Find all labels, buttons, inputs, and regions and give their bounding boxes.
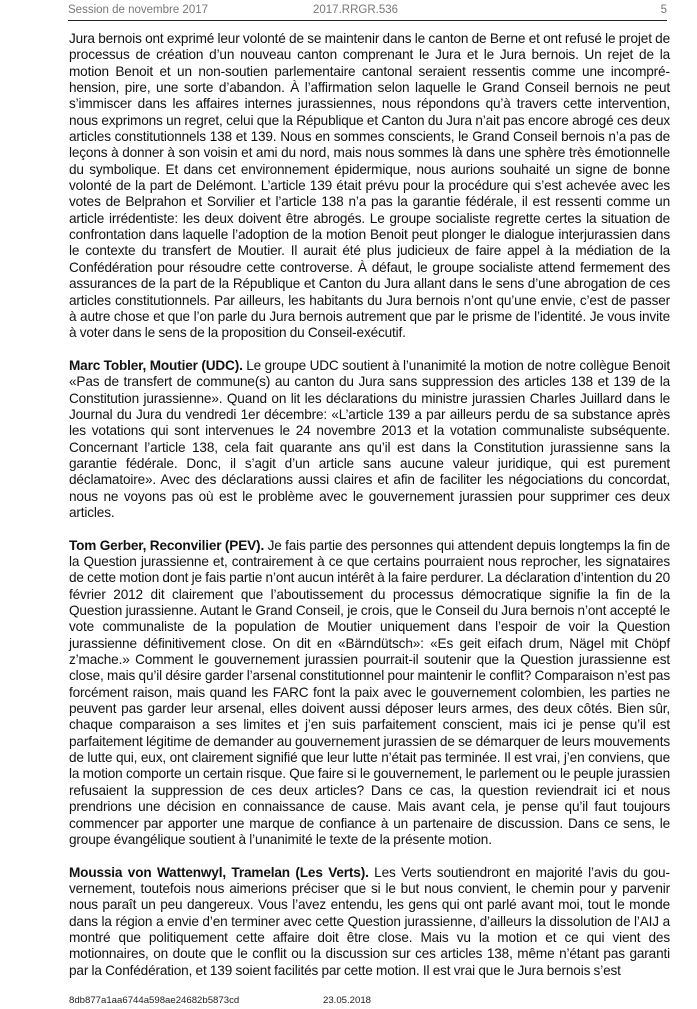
page-footer [69, 995, 669, 1009]
speaker-name: Tom Gerber, Reconvilier (PEV). [69, 537, 265, 553]
document-hash: 8db877a1aa6744a598ae24682b5873cd [69, 995, 240, 1007]
paragraph-statement [69, 865, 670, 979]
paragraph-text: Je fais partie des personnes qui attendent depuis longtemps la fin de la Question jurassienne et, contrairement à ce que certains pourraient nous reprocher, les signataires de cette motion dont je fais partie n’ont aucun intérêt à la faire perdurer. La déclaration d’intention du 20 février 2012 dit clairement que l’aboutissement du processus démocratique signifie la fin de la Question jurassienne. Autant le Grand Conseil, je crois, que le Conseil du Jura bernois n’ont accepté le vote communaliste de la population de Moutier uniquement dans l’espoir de voir la Question jurassienne définitivement close. On dit en «Bärndütsch»: «Es geit eifach drum, Nägel mit Chöpf z’mache.» Comment le gouvernement jurassien pourrait-il soutenir que la Question jurassienne est close, mais qu’il désire garder l’arsenal constitutionnel pour maintenir le conflit? Comparaison n’est pas forcément raison, mais quand les FARC font la paix avec le gouvernement colombien, les parties ne peuvent pas garder leur arsenal, elles doivent aussi déposer leurs armes, des deux côtés. Bien sûr, chaque comparaison a ses limites et j’en suis parfaitement conscient, mais ici je pense qu’il est parfaitement légitime de demander au gouvernement jurassien de se démarquer de leurs mouvements de lutte qui, eux, ont clairement signifié que leur lutte n’était pas terminée. Il est vrai, j’en conviens, que la motion comporte un certain risque. Que faire si le gouvernement, le parlement ou le peuple jurassien refusaient la suppression de ces deux articles? Dans ce cas, la question reviendrait ici et nous prendrions une décision en connaissance de cause. Mais avant cela, je pense qu’il faut toujours commencer par apporter une marque de confiance à un partenaire de discussion. Dans ce sens, le groupe évangélique soutient à l’unanimité le texte de la présente motion. [69, 537, 670, 847]
paragraph-text: Les Verts soutiendront en majorité l’avis du gouvernement, toutefois nous aimerions préciser que si le but nous convient, le chemin pour y parvenir nous paraît un peu dangereux. Vous l’avez entendu, les gens qui ont parlé avant moi, tout le monde dans la région a envie d’en terminer avec cette Question jurassienne, d’ailleurs la dissolution de l’AIJ a montré que politiquement cette affaire doit être close. Mais vu la motion et ce qui vient des motionnaires, on doute que le conflit ou la discussion sur ces articles 138, même n’étant pas garanti par la Confédération, et 139 soient facilités par cette motion. Il est vrai que le Jura bernois s’est [69, 864, 670, 978]
paragraph-continuation [69, 31, 670, 342]
document-body [69, 31, 670, 979]
speaker-name: Moussia von Wattenwyl, Tramelan (Les Verts). [69, 864, 369, 880]
session-label: Session de novembre 2017 [68, 4, 209, 16]
speaker-name: Marc Tobler, Moutier (UDC). [69, 357, 243, 373]
paragraph-statement [69, 358, 670, 521]
paragraph-statement [69, 538, 670, 849]
paragraph-text: Jura bernois ont exprimé leur volonté de se maintenir dans le canton de Berne et ont refusé le projet de processus de création d’un nouveau canton comprenant le Jura et le Jura bernois. Un rejet de la motion Benoit et un non-soutien parlementaire cantonal seraient ressentis comme une incompréhension, pire, une sorte d’abandon. À l’affirmation selon laquelle le Grand Conseil bernois ne peut s’immiscer dans les affaires internes jurassiennes, nous répondons qu’à travers cette intervention, nous exprimons un regret, celui que la République et Canton du Jura n’ait pas encore abrogé ces deux articles constitutionnels 138 et 139. Nous en sommes conscients, le Grand Conseil bernois n’a pas de leçons à donner à son voisin et ami du nord, mais nous sommes là dans une sphère très émotionnelle du symbolique. Et dans cet environnement épidermique, nous aurions souhaité un signe de bonne volonté de la part de Delémont. L’article 139 était prévu pour la procédure qui s’est achevée avec les votes de Belprahon et Sorvilier et l’article 138 n’a pas la garantie fédérale, il est ressenti comme un article irrédentiste: les deux doivent être abrogés. Le groupe socialiste regrette certes la situation de confrontation dans laquelle l’adoption de la motion Benoit peut plonger le dialogue interjurassien dans le contexte du transfert de Moutier. Il aurait été plus judicieux de faire appel à la médiation de la Confédération pour résoudre cette controverse. À défaut, le groupe socialiste attend fermement des assurances de la part de la République et Canton du Jura allant dans le sens d’une abrogation de ces articles constitutionnels. Par ailleurs, les habitants du Jura bernois n’ont qu’une envie, c’est de passer à autre chose et que l’on parle du Jura bernois autrement que par le prisme de l’identité. Je vous invite à voter dans le sens de la proposition du Conseil-exécutif. [69, 31, 670, 341]
paragraph-text: Le groupe UDC soutient à l’unanimité la motion de notre collègue Benoit «Pas de transfert de commune(s) au canton du Jura sans suppression des articles 138 et 139 de la Constitution jurassienne». Quand on lit les déclarations du ministre jurassien Charles Juillard dans le Journal du Jura du vendredi 1er décembre: «L’article 139 a par ailleurs perdu de sa substance après les votations qui sont intervenues le 24 novembre 2013 et la votation communaliste subséquente. Concernant l’article 138, cela fait quarante ans qu’il est dans la Constitution jurassienne sans la garantie fédérale. Donc, il s’agit d’un article sans aucune valeur juridique, qui est purement déclamatoire». Avec des déclarations aussi claires et afin de faciliter les négociations du concordat, nous ne voyons pas où est le problème avec le gouvernement jurassien pour supprimer ces deux articles. [69, 357, 670, 520]
document-reference: 2017.RRGR.536 [313, 4, 399, 16]
page-number: 5 [660, 4, 667, 16]
page-header [68, 0, 667, 21]
footer-date: 23.05.2018 [323, 995, 372, 1007]
